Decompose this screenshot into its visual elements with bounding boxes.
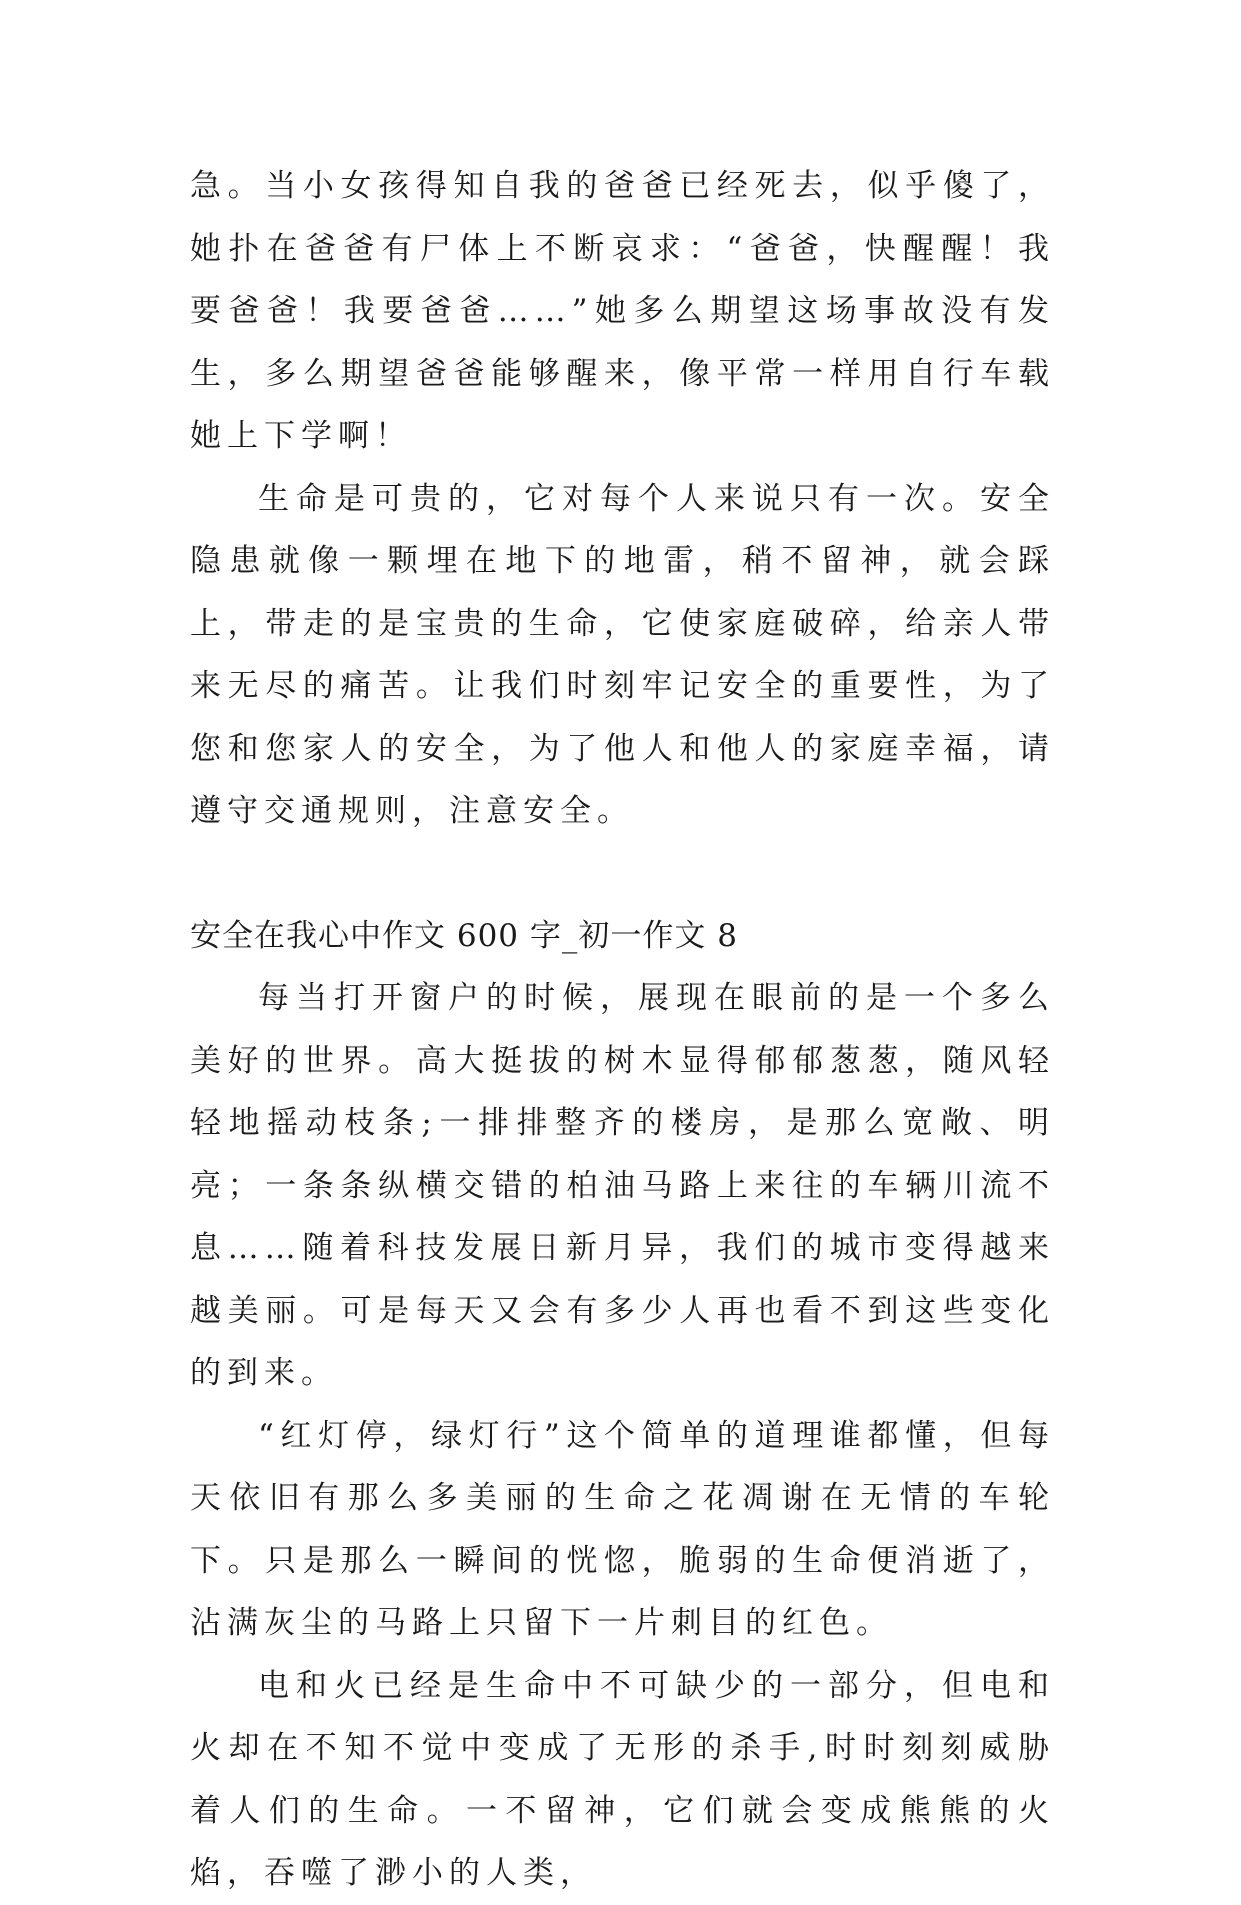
paragraph-electricity-fire: 电和火已经是生命中不可缺少的一部分，但电和火却在不知不觉中变成了无形的杀手,时时刻刻威胁着人们的生命。一不留神，它们就会变成熊熊的火焰，吞噬了渺小的人类，	[190, 1667, 1055, 1891]
paragraph-continued: 急。当小女孩得知自我的爸爸已经死去，似乎傻了，她扑在爸爸有尸体上不断哀求：“爸爸，快醒醒！我要爸爸！我要爸爸……”她多么期望这场事故没有发生，多么期望爸爸能够醒来，像平常一样用自行车载她上下学啊！	[190, 168, 1055, 454]
paragraph-window-view: 每当打开窗户的时候，展现在眼前的是一个多么美好的世界。高大挺拔的树木显得郁郁葱葱，随风轻轻地摇动枝条;一排排整齐的楼房，是那么宽敞、明亮；一条条纵横交错的柏油马路上来往的车辆川流不息……随着科技发展日新月异，我们的城市变得越来越美丽。可是每天又会有多少人再也看不到这些变化的到来。	[190, 980, 1055, 1391]
paragraph-traffic-lights: “红灯停，绿灯行”这个简单的道理谁都懂，但每天依旧有那么多美丽的生命之花凋谢在无情的车轮下。只是那么一瞬间的恍惚，脆弱的生命便消逝了，沾满灰尘的马路上只留下一片刺目的红色。	[190, 1417, 1055, 1641]
document-body	[190, 155, 1055, 1905]
section-title: 安全在我心中作文 600 字_初一作文 8	[190, 917, 738, 954]
paragraph-life-precious: 生命是可贵的，它对每个人来说只有一次。安全隐患就像一颗埋在地下的地雷，稍不留神，就会踩上，带走的是宝贵的生命，它使家庭破碎，给亲人带来无尽的痛苦。让我们时刻牢记安全的重要性，为了您和您家人的安全，为了他人和他人的家庭幸福，请遵守交通规则，注意安全。	[190, 480, 1055, 829]
